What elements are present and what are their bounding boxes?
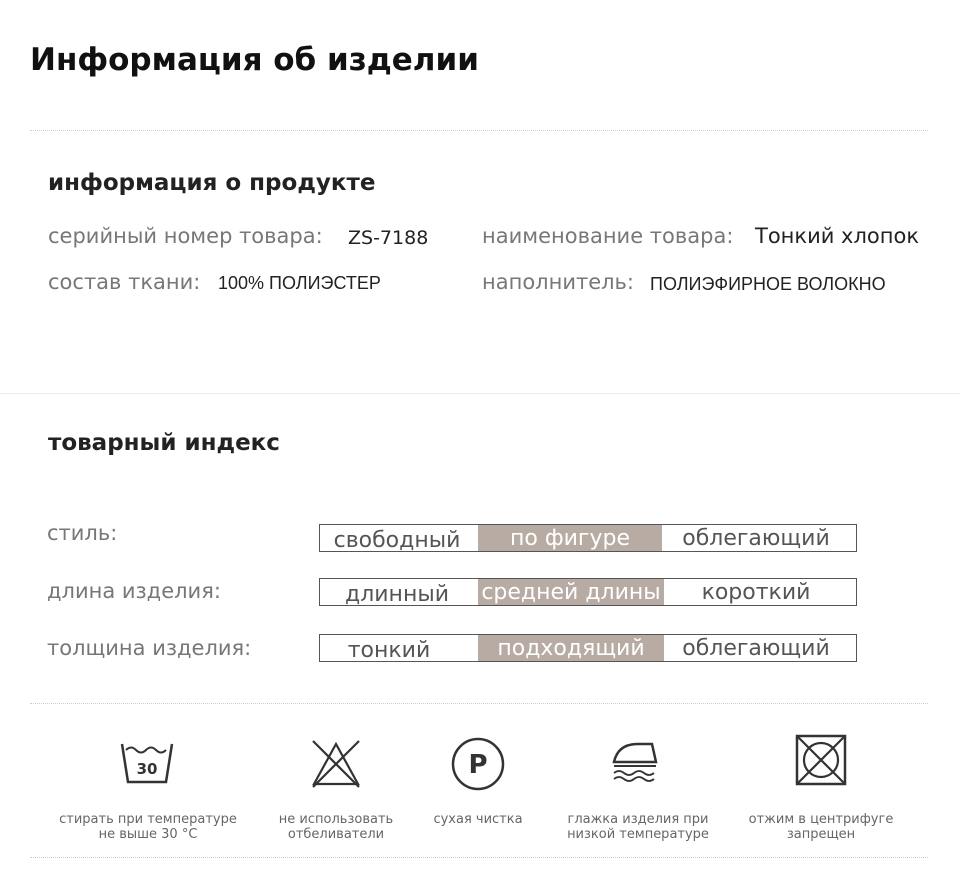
no-bleach-icon (310, 738, 362, 790)
caption-line: глажка изделия при (567, 812, 709, 827)
length-option-long: длинный (344, 582, 449, 607)
length-scale (319, 578, 857, 606)
wash-30-icon (118, 740, 176, 788)
caption-line: запрещен (786, 827, 856, 842)
divider (30, 130, 928, 131)
style-option-loose: свободный (333, 528, 461, 553)
caption-line: сухая чистка (433, 812, 523, 827)
fabric-label: состав ткани: (48, 270, 201, 294)
filler-label: наполнитель: (482, 270, 635, 294)
thickness-option-suitable: подходящий (478, 635, 664, 661)
length-label: длина изделия: (47, 579, 221, 603)
thickness-option-thin: тонкий (347, 638, 431, 663)
thickness-option-tight: облегающий (682, 636, 830, 661)
style-option-tight: облегающий (682, 526, 830, 551)
care-caption-iron (548, 812, 728, 842)
name-value: Тонкий хлопок (755, 224, 920, 248)
length-option-medium: средней длины (478, 579, 664, 605)
care-caption-dry-clean (408, 812, 548, 827)
caption-line: отбеливатели (287, 827, 385, 842)
wash-temp-text: 30 (136, 760, 158, 778)
dry-clean-p-icon (450, 736, 506, 792)
caption-line: отжим в центрифуге (748, 812, 894, 827)
product-info-heading: информация о продукте (48, 170, 376, 196)
style-scale (319, 524, 857, 552)
no-tumble-dry-icon (794, 733, 848, 787)
iron-low-icon (608, 738, 660, 782)
serial-value: ZS-7188 (348, 227, 429, 249)
index-heading: товарный индекс (48, 430, 280, 456)
style-option-fitted: по фигуре (478, 525, 662, 551)
fabric-value: 100% ПОЛИЭСТЕР (218, 273, 381, 293)
thickness-label: толщина изделия: (47, 636, 252, 660)
serial-label: серийный номер товара: (48, 224, 323, 248)
page-title: Информация об изделии (30, 42, 479, 78)
caption-line: не использовать (278, 812, 394, 827)
thickness-scale (319, 634, 857, 662)
length-option-short: короткий (701, 580, 811, 605)
style-label: стиль: (47, 521, 118, 545)
caption-line: низкой температуре (567, 827, 709, 842)
filler-value: ПОЛИЭФИРНОЕ ВОЛОКНО (650, 274, 886, 294)
care-caption-spin (730, 812, 912, 842)
care-caption-wash (48, 812, 248, 842)
divider (30, 703, 928, 704)
care-caption-bleach (256, 812, 416, 842)
dry-clean-letter: P (468, 750, 488, 780)
divider (0, 393, 960, 394)
caption-line: не выше 30 °C (98, 827, 198, 842)
name-label: наименование товара: (482, 224, 734, 248)
caption-line: стирать при температуре (59, 812, 237, 827)
divider (30, 857, 928, 858)
